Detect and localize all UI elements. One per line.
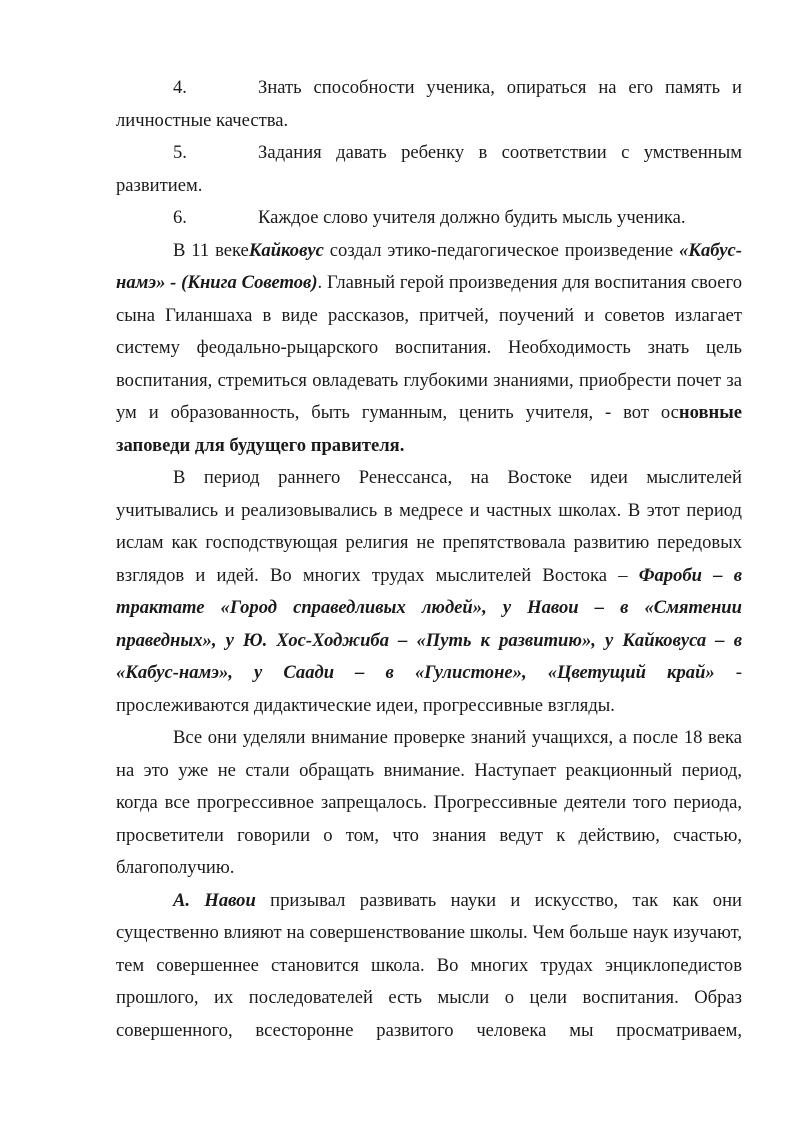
text-run: В период раннего Ренессанса, на Востоке идеи мыслителей учитывались и реализовывались в медресе и частных школах. В этот период ислам как господствующая религия не препятствовала развитию передовых взглядов и идей. Во многих трудах мыслителей Востока – (116, 467, 742, 586)
list-number: 6. (173, 207, 187, 228)
work-title: «Кабус-намэ» - (Книга Советов) (116, 239, 742, 293)
list-item (116, 72, 742, 137)
list-item (116, 137, 742, 202)
paragraph-renaissance (116, 462, 742, 722)
text-run: - прослеживаются дидактические идеи, прогрессивные взгляды. (116, 662, 743, 716)
works-list: Фароби – в трактате «Город справедливых людей», у Навои – в «Смятении праведных», у Ю. Хос-Ходжиба – «Путь к развитию», у Кайковуса – в «Кабус-намэ», у Саади – в «Гулистоне», «Цветущий край» (116, 564, 742, 683)
list-text: Каждое слово учителя должно будить мысль ученика. (258, 207, 686, 228)
paragraph-reaction: Все они уделяли внимание проверке знаний учащихся, а после 18 века на это уже не стали обращать внимание. Наступает реакционный период, когда все прогрессивное запрещалось. Прогрессивные деятели того периода, просветители говорили о том, что знания ведут к действию, счастью, благополучию. (116, 727, 742, 878)
text-run: призывал развивать науки и искусство, так как они существенно влияют на совершенствование школы. Чем больше наук изучают, тем совершеннее становится школа. Во многих трудах энциклопедистов прошлого, их последователей есть мысли о цели воспитания. Образ совершенного, всесторонне развитого человека мы просматриваем, (116, 889, 742, 1041)
text-run: В 11 веке (173, 239, 249, 261)
list-text: Знать способности ученика, опираться на его память и личностные качества. (116, 77, 742, 131)
list-text: Задания давать ребенку в соответствии с умственным развитием. (116, 142, 742, 196)
text-run: создал этико-педагогическое произведение (323, 239, 680, 261)
text-run: . Главный герой произведения для воспитания своего сына Гиланшаха в виде рассказов, притчей, поучений и советов излагает систему феодально-рыцарского воспитания. Необходимость знать цель воспитания, стремиться овладевать глубокими знаниями, приобрести почет за ум и образованность, быть гуманным, ценить учителя, - вот ос (116, 272, 742, 423)
author-name: Кайковус (248, 239, 324, 261)
paragraph-navoi (116, 885, 742, 1048)
bold-text: новные заповеди для будущего правителя. (116, 402, 742, 456)
list-number: 5. (173, 142, 187, 163)
paragraph-kaikovus (116, 235, 742, 463)
author-name: А. Навои (173, 889, 256, 911)
list-number: 4. (173, 77, 187, 98)
list-item (116, 202, 742, 235)
